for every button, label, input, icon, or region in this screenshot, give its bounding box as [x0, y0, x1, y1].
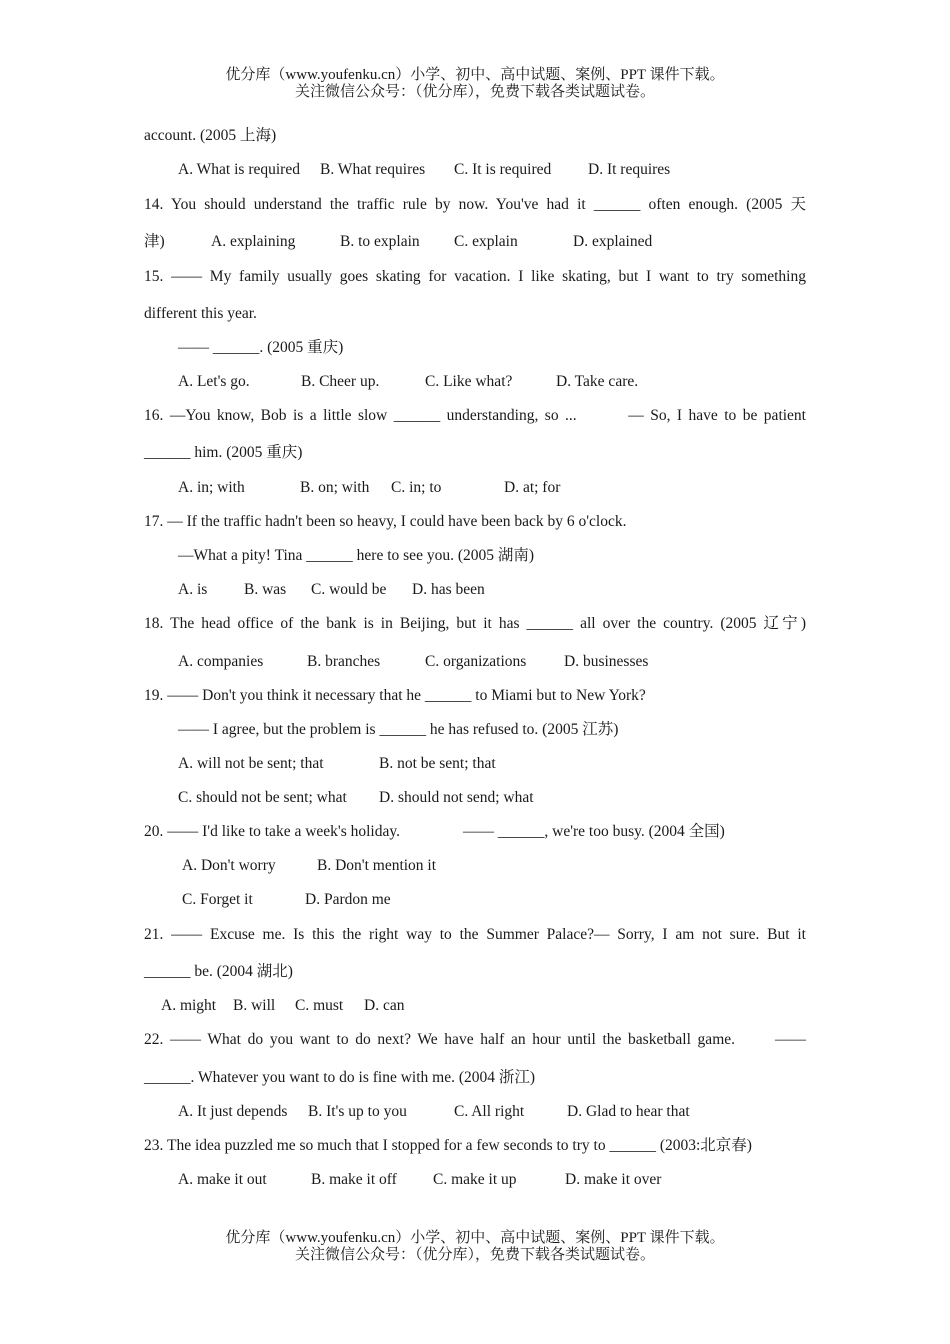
q21-stem: 21. —— Excuse me. Is this the right way to the Summer Palace?— Sorry, I am not sure. But it — [144, 926, 806, 943]
q18-option-a: A. companies — [178, 653, 264, 670]
q19-stem: 19. —— Don't you think it necessary that he ______ to Miami but to New York? — [144, 687, 646, 704]
q16-option-b: B. on; with — [300, 479, 370, 496]
q19-option-b: B. not be sent; that — [379, 755, 496, 772]
q13-option-b: B. What requires — [320, 161, 426, 178]
q14-option-a: A. explaining — [211, 233, 296, 250]
q15-option-a: A. Let's go. — [178, 373, 250, 390]
q15-option-b: B. Cheer up. — [301, 373, 380, 390]
q15-option-c: C. Like what? — [425, 373, 513, 390]
q13-option-d: D. It requires — [588, 161, 671, 178]
q14-option-c: C. explain — [454, 233, 518, 250]
q22-option-a: A. It just depends — [178, 1103, 288, 1120]
q21-option-a: A. might — [161, 997, 217, 1014]
q17-option-a: A. is — [178, 581, 208, 598]
q23-option-d: D. make it over — [565, 1171, 662, 1188]
q17-option-c: C. would be — [311, 581, 387, 598]
q16-stem-line-2: ______ him. (2005 重庆) — [144, 444, 303, 461]
q22-stem: 22. —— What do you want to do next? We have half an hour until the basketball game. —— — [144, 1031, 806, 1048]
q21-option-d: D. can — [364, 997, 405, 1014]
q22-option-b: B. It's up to you — [308, 1103, 407, 1120]
page-footer — [0, 1230, 950, 1264]
q21-option-c: C. must — [295, 997, 344, 1014]
q22-stem-line-2: ______. Whatever you want to do is fine with me. (2004 浙江) — [144, 1069, 536, 1086]
q16-option-d: D. at; for — [504, 479, 561, 496]
q23-option-a: A. make it out — [178, 1171, 267, 1188]
q23-stem: 23. The idea puzzled me so much that I stopped for a few seconds to try to ______ (2003:北京春) — [144, 1137, 752, 1154]
q14-option-b: B. to explain — [340, 233, 420, 250]
q14-stem: 14. You should understand the traffic rule by now. You've had it ______ often enough. (2005 天 — [144, 196, 806, 213]
q21-option-b: B. will — [233, 997, 276, 1014]
q14-option-d: D. explained — [573, 233, 653, 250]
header-line-2: 关注微信公众号：（优分库），免费下载各类试题试卷。 — [294, 84, 655, 100]
q22-option-c: C. All right — [454, 1103, 525, 1120]
header-line-1: 优分库（www.youfenku.cn）小学、初中、高中试题、案例、PPT 课件下载。 — [225, 67, 725, 83]
q23-option-c: C. make it up — [433, 1171, 517, 1188]
q13-tail: account. (2005 上海) — [144, 127, 277, 144]
q19-option-d: D. should not send; what — [379, 789, 534, 806]
q13-option-a: A. What is required — [178, 161, 300, 178]
q15-stem-line-2: different this year. — [144, 305, 257, 322]
q20-stem: 20. —— I'd like to take a week's holiday. — [144, 823, 400, 840]
q17-option-d: D. has been — [412, 581, 485, 598]
q16-stem: 16. —You know, Bob is a little slow ______ understanding, so ... — So, I have to be patient — [144, 407, 806, 424]
footer-line-2: 关注微信公众号：（优分库），免费下载各类试题试卷。 — [294, 1247, 655, 1263]
q14-stem-end: 津) — [144, 233, 165, 250]
q18-option-c: C. organizations — [425, 653, 527, 670]
q19-option-c: C. should not be sent; what — [178, 789, 347, 806]
q20-option-b: B. Don't mention it — [317, 857, 437, 874]
q18-option-d: D. businesses — [564, 653, 649, 670]
q20-response: —— ______, we're too busy. (2004 全国) — [463, 823, 725, 840]
q19-option-a: A. will not be sent; that — [178, 755, 324, 772]
q18-option-b: B. branches — [307, 653, 381, 670]
q16-option-c: C. in; to — [391, 479, 442, 496]
page-header — [0, 67, 950, 101]
q15-option-d: D. Take care. — [556, 373, 639, 390]
q22-option-d: D. Glad to hear that — [567, 1103, 690, 1120]
q13-option-c: C. It is required — [454, 161, 552, 178]
q17-response: —What a pity! Tina ______ here to see you. (2005 湖南) — [178, 547, 535, 564]
q15-response: —— ______. (2005 重庆) — [178, 339, 344, 356]
q20-option-d: D. Pardon me — [305, 891, 391, 908]
q20-option-c: C. Forget it — [182, 891, 253, 908]
q20-option-a: A. Don't worry — [182, 857, 276, 874]
q23-option-b: B. make it off — [311, 1171, 397, 1188]
q21-stem-line-2: ______ be. (2004 湖北) — [144, 963, 293, 980]
q15-stem: 15. —— My family usually goes skating for vacation. I like skating, but I want to try something — [144, 268, 806, 285]
q17-option-b: B. was — [244, 581, 287, 598]
footer-line-1: 优分库（www.youfenku.cn）小学、初中、高中试题、案例、PPT 课件下载。 — [225, 1230, 725, 1246]
q17-stem: 17. — If the traffic hadn't been so heavy, I could have been back by 6 o'clock. — [144, 513, 627, 530]
q19-response: —— I agree, but the problem is ______ he has refused to. (2005 江苏) — [178, 721, 619, 738]
q16-option-a: A. in; with — [178, 479, 245, 496]
q18-stem: 18. The head office of the bank is in Beijing, but it has ______ all over the country. (2005 辽宁) — [144, 615, 806, 632]
